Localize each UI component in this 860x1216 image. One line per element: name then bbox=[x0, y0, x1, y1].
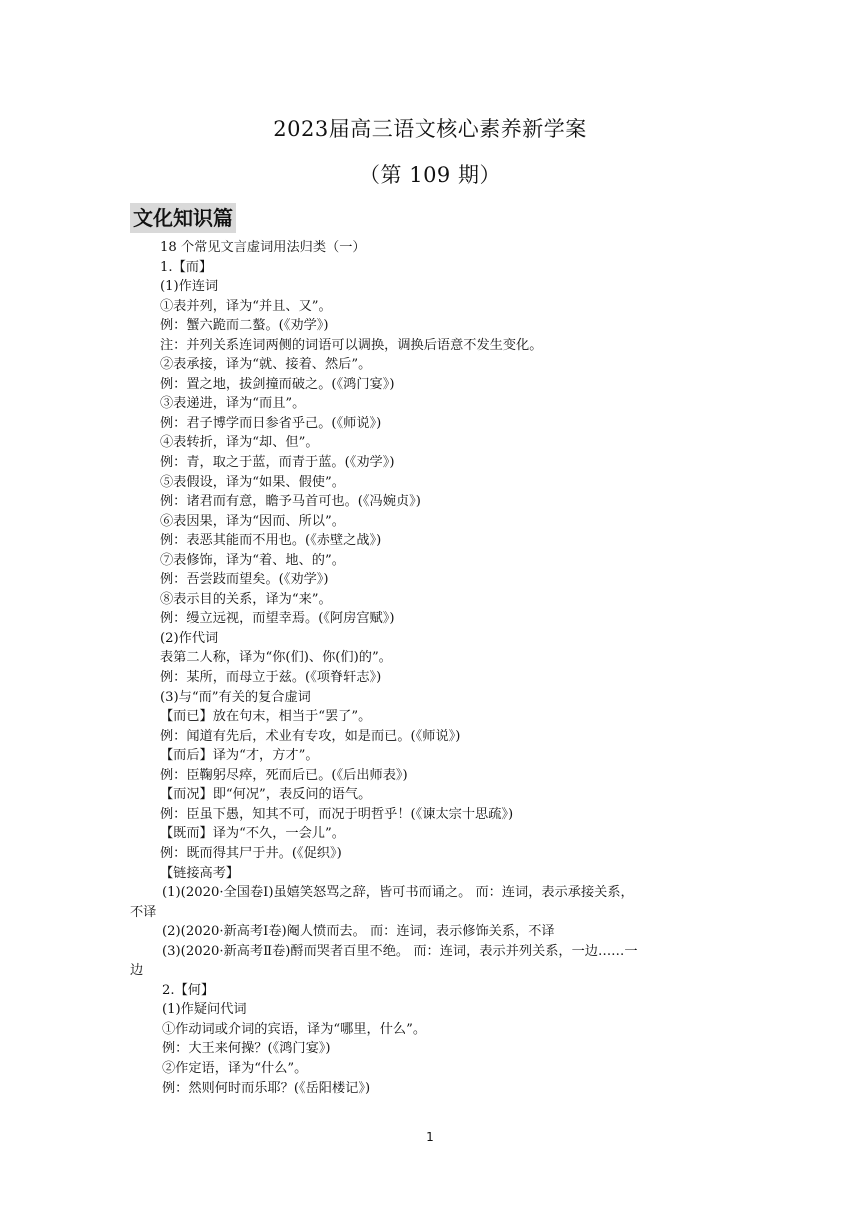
page-number: 1 bbox=[426, 1130, 434, 1144]
text-line: 18 个常见文言虚词用法归类（一） bbox=[160, 240, 366, 255]
text-line: 不译 bbox=[130, 904, 157, 920]
text-line: 例：缦立远视，而望幸焉。(《阿房宫赋》) bbox=[160, 611, 395, 627]
text-line: 例：臣虽下愚，知其不可，而况于明哲乎！(《谏太宗十思疏》) bbox=[160, 806, 514, 822]
text-line: ⑤表假设，译为“如果、假使”。 bbox=[160, 474, 345, 490]
text-line: 例：蟹六跪而二螯。(《劝学》) bbox=[160, 318, 329, 334]
text-line: ⑦表修饰，译为“着、地、的”。 bbox=[160, 552, 345, 568]
text-line: 【链接高考】 bbox=[160, 865, 240, 881]
text-line: ①作动词或介词的宾语，译为“哪里，什么”。 bbox=[162, 1021, 427, 1037]
text-line: (1)(2020·全国卷Ⅰ)虽嬉笑怒骂之辞，皆可书而诵之。 而：连词，表示承接关系， bbox=[162, 885, 634, 901]
text-line: 例：置之地，拔剑撞而破之。(《鸿门宴》) bbox=[160, 376, 395, 392]
text-line: 例：君子博学而日参省乎己。(《师说》) bbox=[160, 415, 382, 431]
text-line: ⑧表示目的关系，译为“来”。 bbox=[160, 591, 332, 607]
text-line: 【既而】译为“不久，一会儿”。 bbox=[160, 826, 345, 842]
text-line: 1.【而】 bbox=[160, 259, 213, 275]
text-line: 2.【何】 bbox=[162, 982, 215, 998]
text-line: 注：并列关系连词两侧的词语可以调换，调换后语意不发生变化。 bbox=[160, 337, 543, 353]
text-line: (2)(2020·新高考Ⅰ卷)阉人愤而去。 而：连词，表示修饰关系，不译 bbox=[162, 924, 555, 940]
text-line: ②作定语，译为“什么”。 bbox=[162, 1060, 308, 1076]
text-line: 例：然则何时而乐耶？(《岳阳楼记》) bbox=[162, 1080, 371, 1096]
text-line: 例：臣鞠躬尽瘁，死而后已。(《后出师表》) bbox=[160, 767, 408, 783]
text-line: 【而后】译为“才，方才”。 bbox=[160, 748, 319, 764]
text-line: 边 bbox=[130, 963, 144, 979]
text-line: ⑥表因果，译为“因而、所以”。 bbox=[160, 513, 345, 529]
text-line: ③表递进，译为“而且”。 bbox=[160, 396, 306, 412]
text-line: 例：闻道有先后，术业有专攻，如是而已。(《师说》) bbox=[160, 728, 461, 744]
text-line: (1)作连词 bbox=[160, 279, 219, 295]
section-heading: 文化知识篇 bbox=[130, 203, 236, 233]
text-line: (1)作疑问代词 bbox=[162, 1002, 247, 1018]
issue-number: （第 109 期） bbox=[359, 163, 501, 187]
text-line: 【而况】即“何况”，表反问的语气。 bbox=[160, 787, 372, 803]
document-body bbox=[130, 238, 730, 1098]
text-line: 例：既而得其尸于井。(《促织》) bbox=[160, 845, 342, 861]
text-line: 例：诸君而有意，瞻予马首可也。(《冯婉贞》) bbox=[160, 494, 421, 510]
text-line: ①表并列，译为“并且、又”。 bbox=[160, 298, 332, 314]
text-line: 例：表恶其能而不用也。(《赤壁之战》) bbox=[160, 533, 382, 549]
text-line: 例：大王来何操？(《鸿门宴》) bbox=[162, 1041, 331, 1057]
text-line: 例：某所，而母立于兹。(《项脊轩志》) bbox=[160, 670, 382, 686]
text-line: ④表转折，译为“却、但”。 bbox=[160, 435, 319, 451]
text-line: (3)与“而”有关的复合虚词 bbox=[160, 689, 311, 705]
text-line: ②表承接，译为“就、接着、然后”。 bbox=[160, 357, 372, 373]
text-line: 例：青，取之于蓝，而青于蓝。(《劝学》) bbox=[160, 455, 395, 471]
text-line: (3)(2020·新高考Ⅱ卷)酹而哭者百里不绝。 而：连词，表示并列关系，一边……一 bbox=[162, 943, 638, 959]
text-line: 例：吾尝跂而望矣。(《劝学》) bbox=[160, 572, 329, 588]
text-line: 【而已】放在句末，相当于“罢了”。 bbox=[160, 709, 372, 725]
document-title: 2023届高三语文核心素养新学案 bbox=[273, 117, 587, 141]
text-line: (2)作代词 bbox=[160, 630, 219, 646]
text-line: 表第二人称，译为“你(们)、你(们)的”。 bbox=[160, 650, 392, 666]
